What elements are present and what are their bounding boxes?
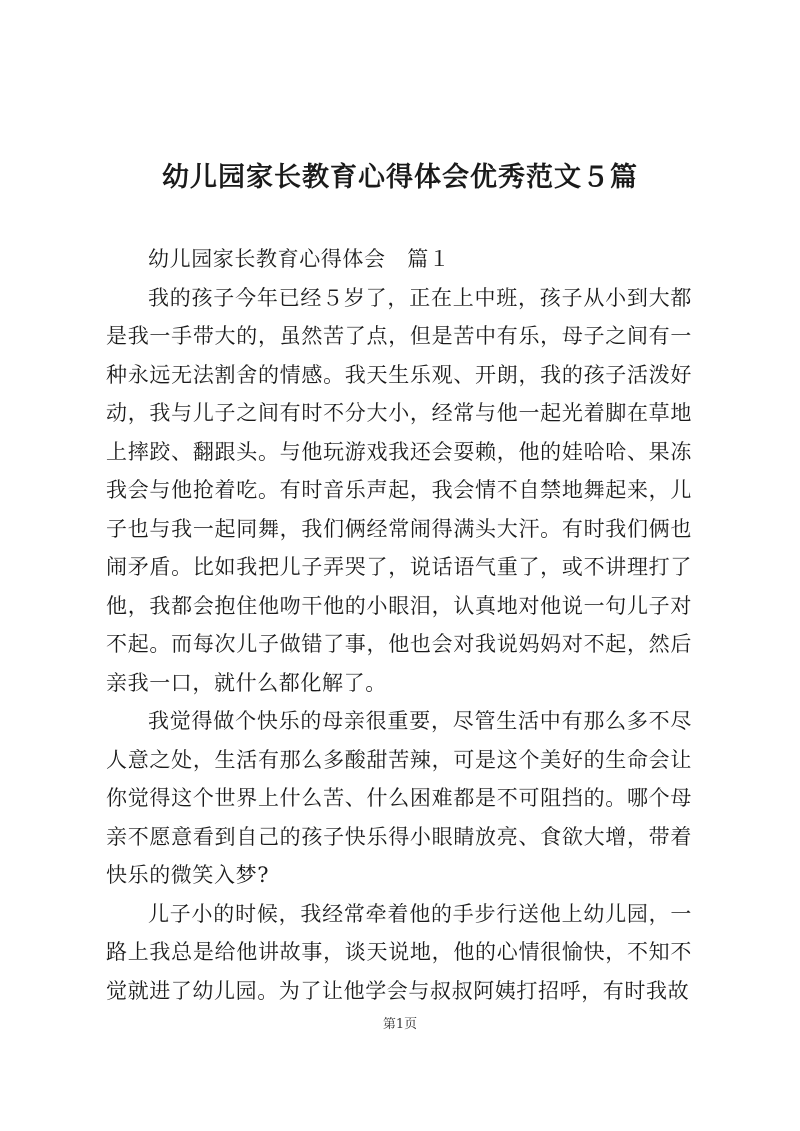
paragraph: 我觉得做个快乐的母亲很重要，尽管生活中有那么多不尽人意之处，生活有那么多酸甜苦辣，可是这个美好的生命会让你觉得这个世界上什么苦、什么困难都是不可阻挡的。哪个母亲不愿意看到自己的孩子快乐得小眼睛放亮、食欲大增，带着快乐的微笑入梦?: [106, 709, 692, 887]
page-number: 第1页: [382, 1017, 418, 1032]
document-title: 幼儿园家长教育心得体会优秀范文５篇: [162, 162, 638, 193]
paragraph: 儿子小的时候，我经常牵着他的手步行送他上幼儿园，一路上我总是给他讲故事，谈天说地，他的心情很愉快，不知不觉就进了幼儿园。为了让他学会与叔叔阿姨打招呼，有时我故: [106, 901, 692, 1003]
section-heading: 幼儿园家长教育心得体会 篇１: [148, 247, 451, 271]
paragraph: 我的孩子今年已经５岁了，正在上中班，孩子从小到大都是我一手带大的，虽然苦了点，但是苦中有乐，母子之间有一种永远无法割舍的情感。我天生乐观、开朗，我的孩子活泼好动，我与儿子之间有时不分大小，经常与他一起光着脚在草地上摔跤、翻跟头。与他玩游戏我还会耍赖，他的娃哈哈、果冻我会与他抢着吃。有时音乐声起，我会情不自禁地舞起来，儿子也与我一起同舞，我们俩经常闹得满头大汗。有时我们俩也闹矛盾。比如我把儿子弄哭了，说话语气重了，或不讲理打了他，我都会抱住他吻干他的小眼泪，认真地对他说一句儿子对不起。而每次儿子做错了事，他也会对我说妈妈对不起，然后亲我一口，就什么都化解了。: [106, 285, 692, 695]
document-body: [106, 240, 692, 1010]
